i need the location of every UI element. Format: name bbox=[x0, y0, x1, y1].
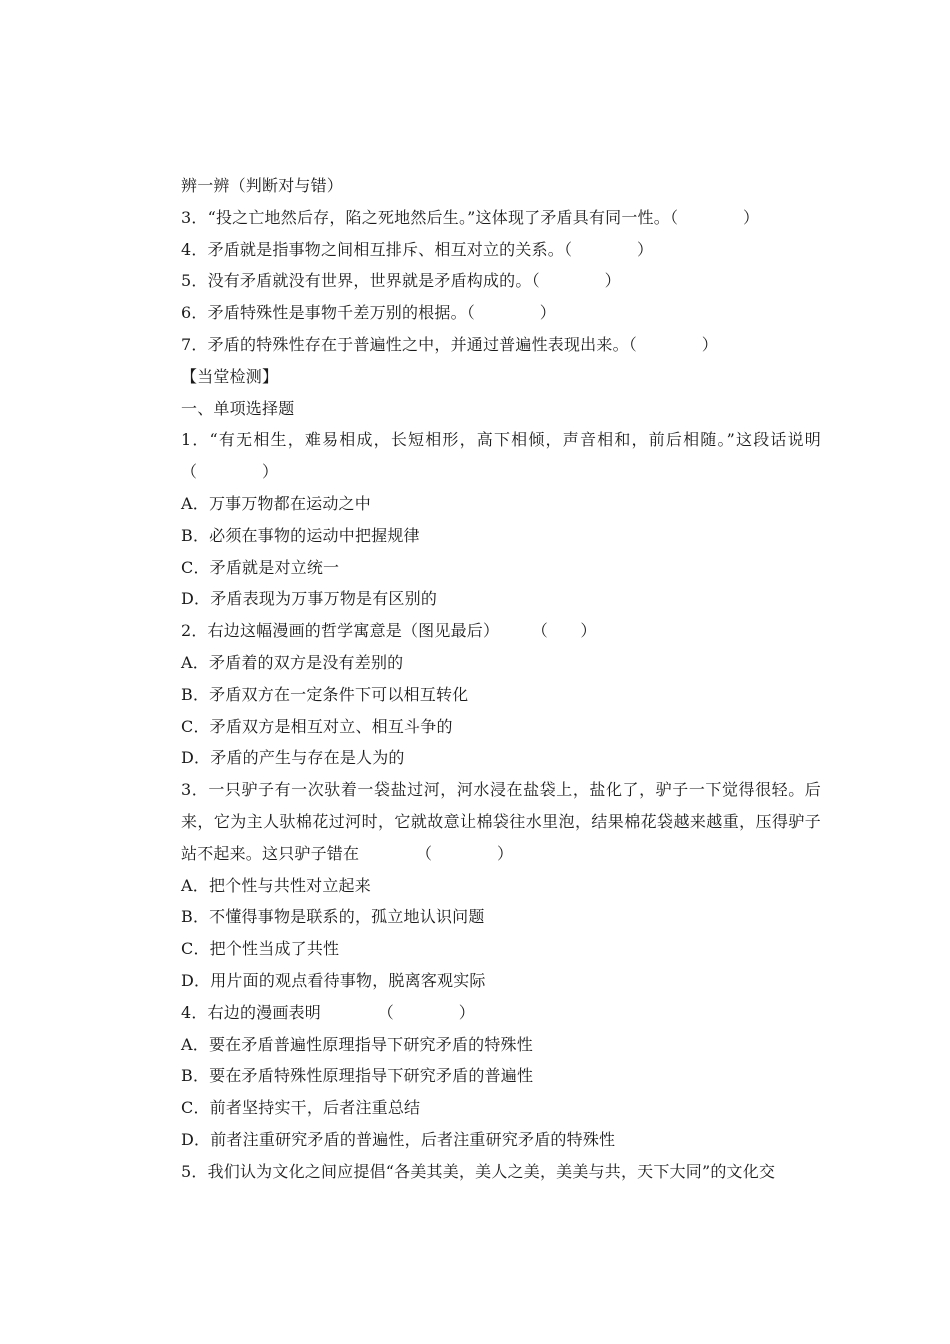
question-5-stem: 5．我们认为文化之间应提倡“各美其美，美人之美，美美与共，天下大同”的文化交 bbox=[181, 1161, 776, 1181]
question-2-option-b: B．矛盾双方在一定条件下可以相互转化 bbox=[181, 684, 469, 704]
judge-item-5: 5．没有矛盾就没有世界，世界就是矛盾构成的。（ ） bbox=[181, 271, 621, 291]
question-1-option-d: D．矛盾表现为万事万物是有区别的 bbox=[181, 589, 438, 609]
question-1-option-a: A．万事万物都在运动之中 bbox=[181, 493, 371, 513]
judge-item-7: 7．矛盾的特殊性存在于普遍性之中，并通过普遍性表现出来。（ ） bbox=[181, 334, 718, 354]
question-2-option-c: C．矛盾双方是相互对立、相互斗争的 bbox=[181, 716, 453, 736]
question-3-option-b: B．不懂得事物是联系的，孤立地认识问题 bbox=[181, 907, 485, 927]
question-1-option-c: C．矛盾就是对立统一 bbox=[181, 557, 340, 577]
question-4-option-d: D．前者注重研究矛盾的普遍性，后者注重研究矛盾的特殊性 bbox=[181, 1129, 616, 1149]
question-2-stem: 2．右边这幅漫画的哲学寓意是（图见最后） （ ） bbox=[181, 621, 597, 641]
judge-item-3: 3．“投之亡地然后存，陷之死地然后生。”这体现了矛盾具有同一性。（ ） bbox=[181, 207, 760, 227]
question-4-stem: 4．右边的漫画表明 （ ） bbox=[181, 1002, 475, 1022]
question-1-stem: 1．“有无相生，难易相成，长短相形，高下相倾，声音相和，前后相随。”这段话说明 （ ） bbox=[181, 430, 886, 482]
section-judge-heading: 辨一辨（判断对与错） bbox=[181, 176, 344, 195]
question-1-option-b: B．必须在事物的运动中把握规律 bbox=[181, 525, 420, 545]
question-3-option-d: D．用片面的观点看待事物，脱离客观实际 bbox=[181, 970, 486, 990]
question-3-stem: 3．一只驴子有一次驮着一袋盐过河，河水浸在盐袋上，盐化了，驴子一下觉得很轻。后来，它为主人驮棉花过河时，它就故意让棉袋往水里泡，结果棉花袋越来越重，压得驴子站不起来。这只驴子错在 （ ） bbox=[181, 780, 821, 863]
section-test-subheading: 一、单项选择题 bbox=[181, 398, 295, 418]
judge-item-4: 4．矛盾就是指事物之间相互排斥、相互对立的关系。（ ） bbox=[181, 239, 654, 259]
question-4-option-b: B．要在矛盾特殊性原理指导下研究矛盾的普遍性 bbox=[181, 1066, 534, 1086]
question-3-option-a: A．把个性与共性对立起来 bbox=[181, 875, 371, 895]
section-test-heading: 【当堂检测】 bbox=[181, 366, 279, 386]
question-2-option-a: A．矛盾着的双方是没有差别的 bbox=[181, 652, 404, 672]
judge-item-6: 6．矛盾特殊性是事物千差万别的根据。（ ） bbox=[181, 303, 556, 323]
question-4-option-c: C．前者坚持实干，后者注重总结 bbox=[181, 1098, 421, 1118]
document-page bbox=[181, 170, 886, 1188]
question-2-option-d: D．矛盾的产生与存在是人为的 bbox=[181, 748, 405, 768]
question-4-option-a: A．要在矛盾普遍性原理指导下研究矛盾的特殊性 bbox=[181, 1034, 533, 1054]
question-3-option-c: C．把个性当成了共性 bbox=[181, 939, 340, 959]
